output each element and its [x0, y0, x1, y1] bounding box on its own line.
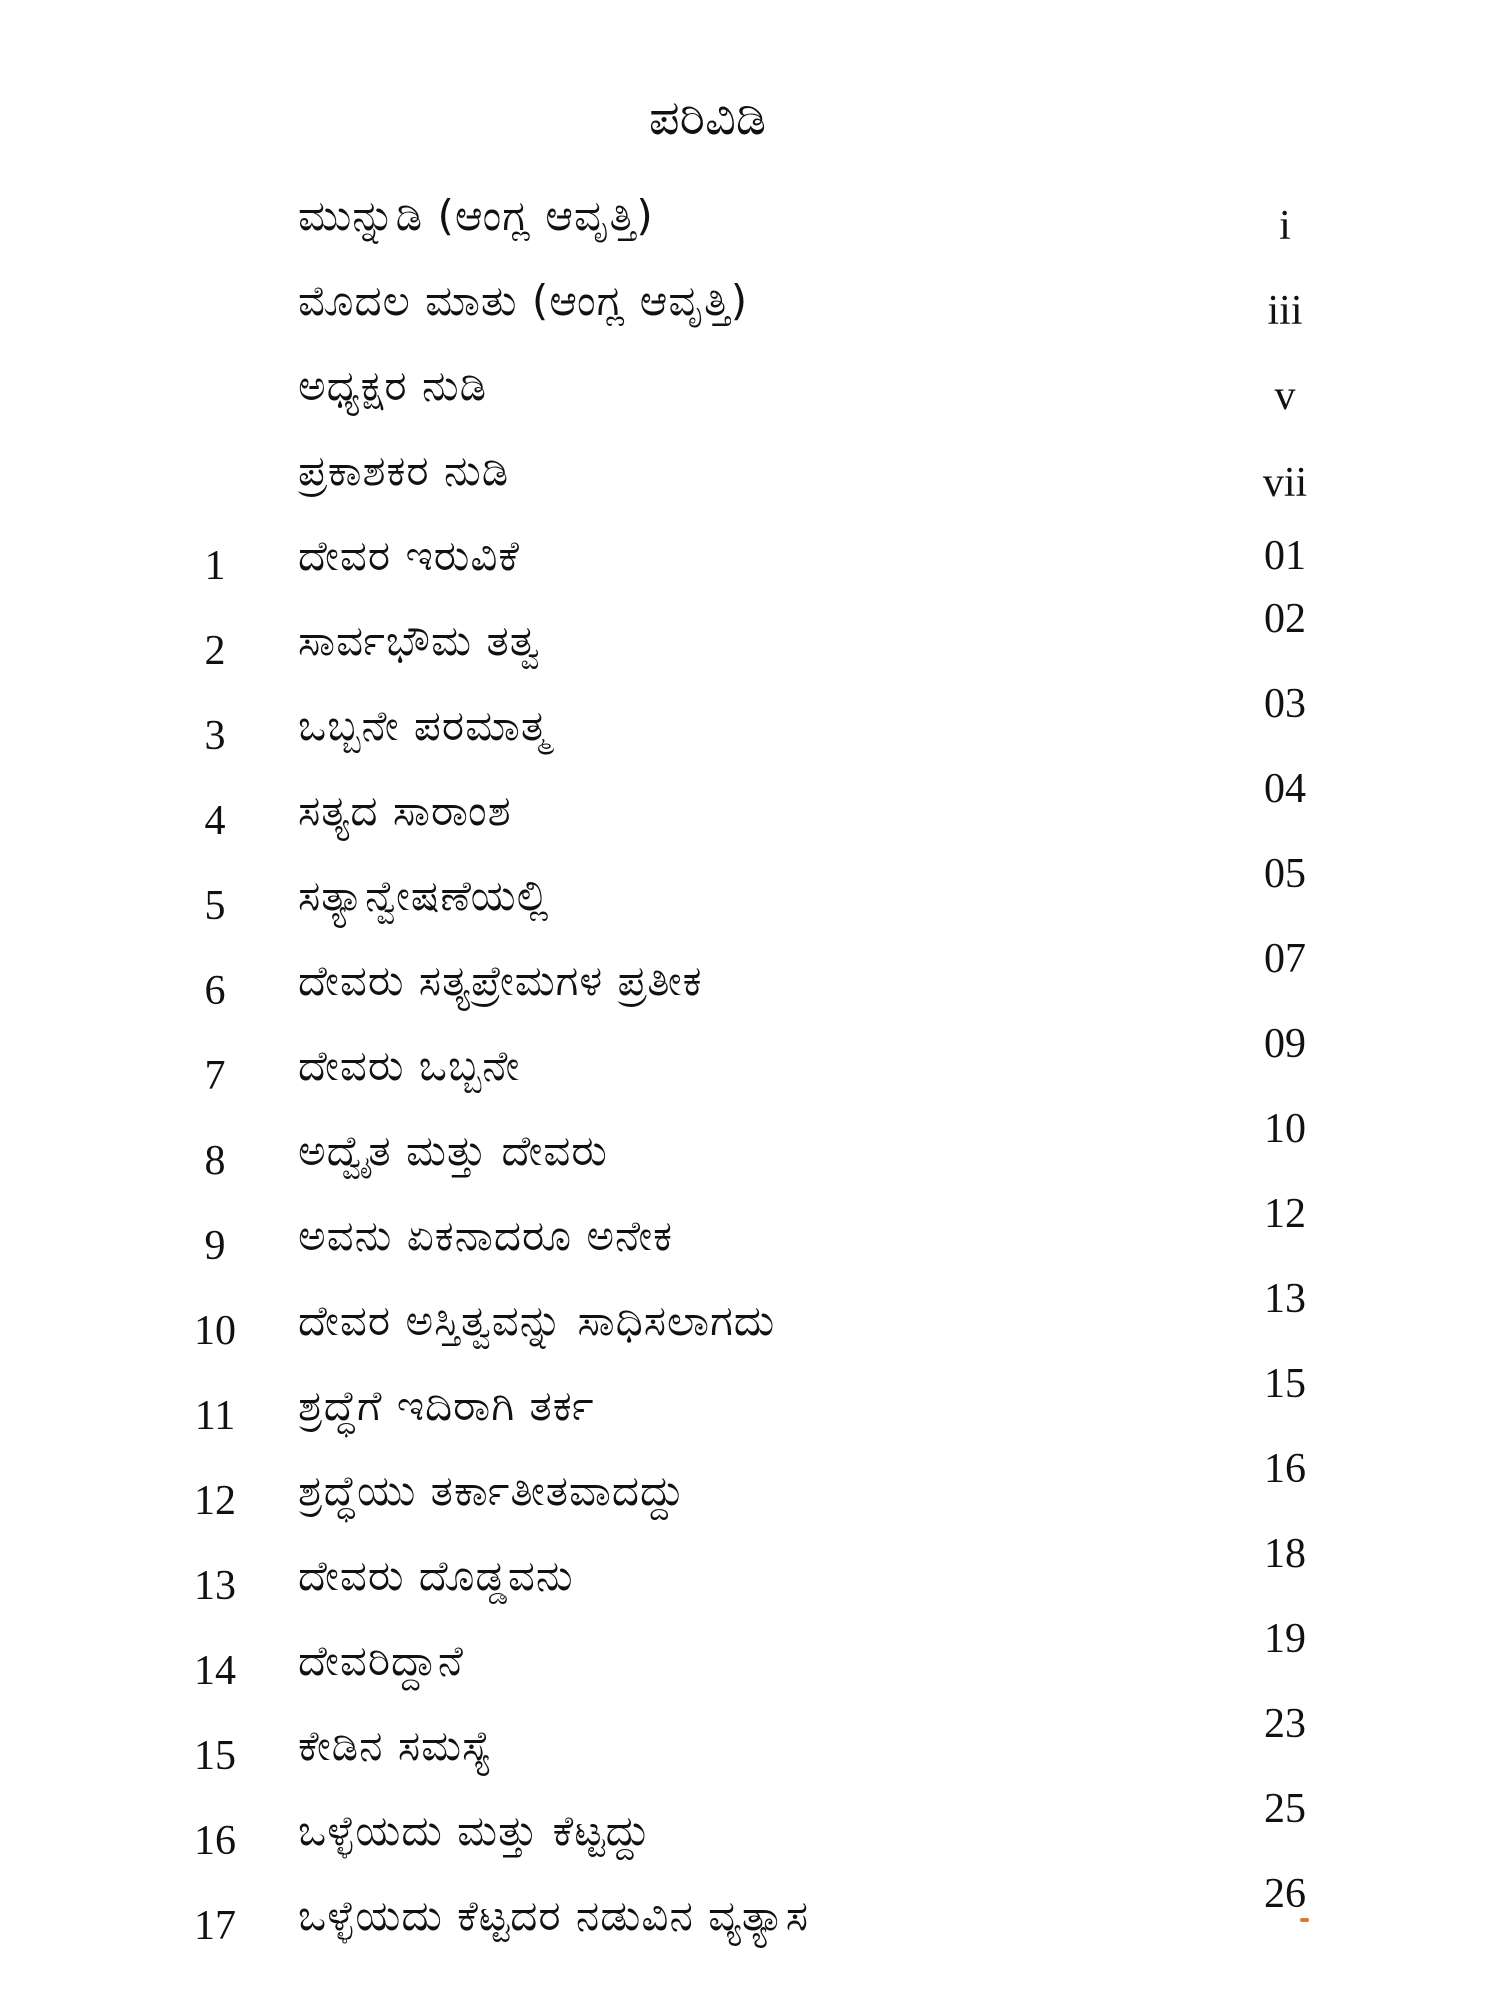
toc-entry-page: v [1274, 373, 1296, 419]
toc-entry-chapter-11 [0, 1361, 1500, 1448]
toc-entry-chapter-6 [0, 936, 1500, 1023]
toc-entry-front-3 [0, 358, 1500, 428]
toc-entry-page: 19 [1264, 1616, 1306, 1662]
toc-entry-chapter-5 [0, 851, 1500, 938]
toc-entry-title: ಸಾರ್ವಭೌಮ ತತ್ವ [298, 616, 541, 665]
toc-entry-chapter-7 [0, 1021, 1500, 1108]
toc-entry-page: 02 [1264, 596, 1306, 642]
toc-entry-title: ಸತ್ಯದ ಸಾರಾಂಶ [298, 786, 512, 835]
toc-entry-number: 7 [204, 1053, 226, 1099]
toc-entry-page: 25 [1264, 1786, 1306, 1832]
toc-entry-page: 04 [1264, 766, 1306, 812]
toc-entry-chapter-14 [0, 1616, 1500, 1703]
toc-entry-number: 11 [194, 1393, 236, 1439]
toc-entry-number: 4 [204, 798, 226, 844]
toc-entry-title: ದೇವರು ಒಬ್ಬನೇ [298, 1041, 521, 1090]
toc-entry-chapter-1 [0, 528, 1500, 598]
toc-entry-title: ಕೇಡಿನ ಸಮಸ್ಯೆ [298, 1721, 493, 1770]
toc-entry-chapter-10 [0, 1276, 1500, 1363]
toc-entry-chapter-3 [0, 681, 1500, 768]
toc-entry-chapter-13 [0, 1531, 1500, 1618]
toc-entry-title: ದೇವರು ಸತ್ಯಪ್ರೇಮಗಳ ಪ್ರತೀಕ [298, 956, 703, 1005]
toc-entry-title: ದೇವರ ಇರುವಿಕೆ [298, 531, 520, 580]
toc-entry-number: 17 [194, 1903, 236, 1949]
toc-entry-title: ದೇವರು ದೊಡ್ಡವನು [298, 1551, 574, 1600]
toc-entry-title: ಅಧ್ಯಕ್ಷರ ನುಡಿ [298, 361, 488, 410]
toc-entry-chapter-2 [0, 596, 1500, 683]
toc-entry-title: ಮುನ್ನುಡಿ (ಆಂಗ್ಲ ಆವೃತ್ತಿ) [298, 191, 654, 240]
toc-entry-chapter-17 [0, 1871, 1500, 1958]
toc-entry-number: 8 [204, 1138, 226, 1184]
toc-entry-title: ಒಬ್ಬನೇ ಪರಮಾತ್ಮ [298, 701, 550, 750]
toc-entry-number: 2 [204, 628, 226, 674]
toc-entry-number: 14 [194, 1648, 236, 1694]
toc-entry-title: ಶ್ರದ್ಧೆಗೆ ಇದಿರಾಗಿ ತರ್ಕ [298, 1381, 595, 1430]
toc-entry-number: 10 [194, 1308, 236, 1354]
toc-entry-number: 9 [204, 1223, 226, 1269]
toc-entry-number: 16 [194, 1818, 236, 1864]
toc-entry-number: 1 [204, 543, 226, 589]
toc-entry-title: ಒಳ್ಳೆಯದು ಮತ್ತು ಕೆಟ್ಟದ್ದು [298, 1806, 651, 1855]
toc-entry-page: 12 [1264, 1191, 1306, 1237]
toc-entry-page: 18 [1264, 1531, 1306, 1577]
toc-entry-title: ಅವನು ಏಕನಾದರೂ ಅನೇಕ [298, 1211, 674, 1260]
toc-entry-page: iii [1267, 288, 1303, 334]
toc-entry-chapter-15 [0, 1701, 1500, 1788]
toc-entry-page: 23 [1264, 1701, 1306, 1747]
toc-entry-number: 5 [204, 883, 226, 929]
toc-entry-chapter-8 [0, 1106, 1500, 1193]
toc-entry-front-4 [0, 443, 1500, 513]
toc-entry-chapter-16 [0, 1786, 1500, 1873]
ink-mark [1300, 1918, 1309, 1922]
toc-entry-page: vii [1262, 460, 1308, 506]
toc-entry-number: 13 [194, 1563, 236, 1609]
toc-entry-page: 15 [1264, 1361, 1306, 1407]
toc-entry-page: i [1279, 203, 1291, 249]
toc-entry-page: 03 [1264, 681, 1306, 727]
toc-entry-title: ಪ್ರಕಾಶಕರ ನುಡಿ [298, 446, 510, 495]
toc-entry-page: 05 [1264, 851, 1306, 897]
toc-entry-chapter-12 [0, 1446, 1500, 1533]
toc-entry-title: ಸತ್ಯಾನ್ವೇಷಣೆಯಲ್ಲಿ [298, 871, 550, 920]
toc-entry-page: 07 [1264, 936, 1306, 982]
toc-entry-title: ಶ್ರದ್ಧೆಯು ತರ್ಕಾತೀತವಾದದ್ದು [298, 1466, 686, 1515]
toc-entry-title: ದೇವರ ಅಸ್ತಿತ್ವವನ್ನು ಸಾಧಿಸಲಾಗದು [298, 1296, 776, 1345]
toc-entry-number: 12 [194, 1478, 236, 1524]
toc-entry-title: ಅದ್ವೈತ ಮತ್ತು ದೇವರು [298, 1126, 608, 1175]
toc-entry-title: ದೇವರಿದ್ದಾನೆ [298, 1636, 464, 1685]
toc-entry-page: 26 [1264, 1871, 1306, 1917]
toc-entry-page: 10 [1264, 1106, 1306, 1152]
toc-entry-page: 01 [1264, 533, 1306, 579]
toc-entry-front-2 [0, 273, 1500, 343]
toc-entry-chapter-4 [0, 766, 1500, 853]
toc-entry-title: ಮೊದಲ ಮಾತು (ಆಂಗ್ಲ ಆವೃತ್ತಿ) [298, 276, 749, 325]
toc-entry-number: 3 [204, 713, 226, 759]
page-title: ಪರಿವಿಡಿ [648, 90, 767, 146]
toc-entry-number: 6 [204, 968, 226, 1014]
toc-entry-page: 16 [1264, 1446, 1306, 1492]
toc-entry-chapter-9 [0, 1191, 1500, 1278]
toc-entry-number: 15 [194, 1733, 236, 1779]
toc-entry-front-1 [0, 188, 1500, 258]
toc-entry-page: 09 [1264, 1021, 1306, 1067]
toc-entry-title: ಒಳ್ಳೆಯದು ಕೆಟ್ಟದರ ನಡುವಿನ ವ್ಯತ್ಯಾಸ [298, 1891, 810, 1940]
toc-entry-page: 13 [1264, 1276, 1306, 1322]
